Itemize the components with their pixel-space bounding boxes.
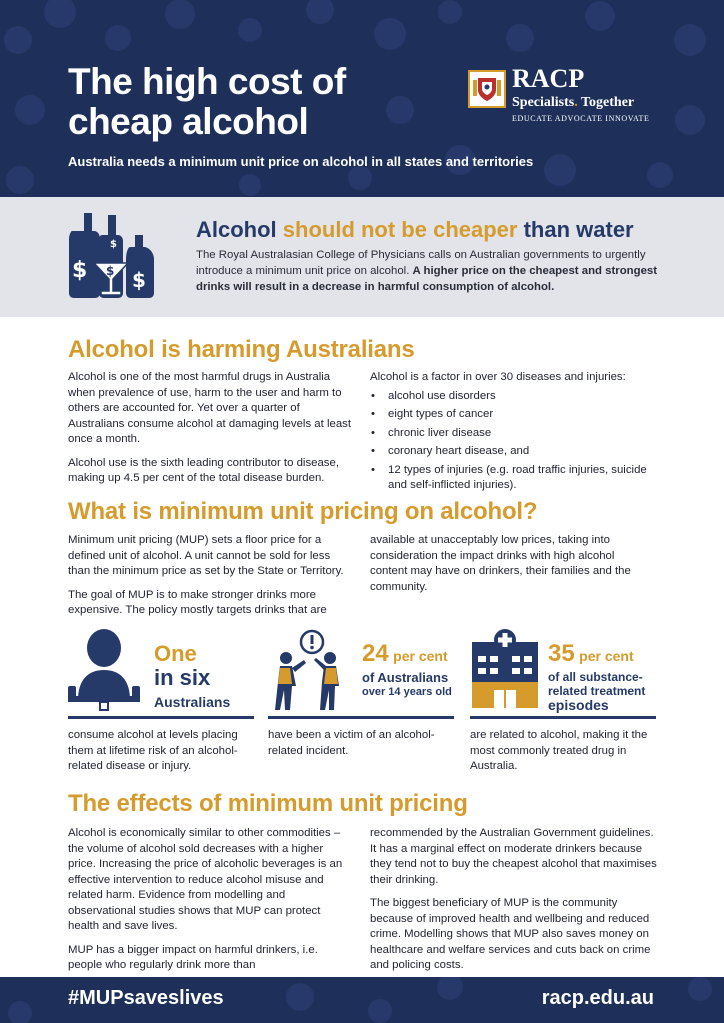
paragraph: MUP has a bigger impact on harmful drinkers, i.e. people who regularly drink more than: [68, 943, 318, 971]
stat-description: have been a victim of an alcohol-related incident.: [268, 729, 435, 757]
stat-sub-text: of all substance- related treatment episodes: [548, 670, 646, 713]
effects-right-column: [370, 826, 662, 982]
paragraph: The biggest beneficiary of MUP is the community because of improved health and wellbeing and reduced crime. Modelling shows that MUP also saves money on healthcare and welfare services and cuts back on crime and policing costs.: [370, 897, 651, 971]
stat-big-text: 24 per cent: [362, 640, 448, 667]
stat-one-in-six: [68, 628, 254, 776]
banner-text: The Royal Australasian College of Physicians calls on Australian governments to urgently introduce a minimum unit price on alcohol. A higher price on the cheapest and strongest drinks will result in a decrease in harmful consumption of alcohol.: [196, 249, 658, 293]
footer-url-link[interactable]: racp.edu.au: [541, 987, 654, 1009]
logo-name: RACP: [512, 64, 585, 93]
logo-motto: EDUCATE ADVOCATE INNOVATE: [512, 114, 650, 123]
racp-logo: [468, 64, 668, 128]
stat-divider: [470, 716, 656, 719]
banner-heading: Alcohol should not be cheaper than water: [196, 217, 634, 242]
svg-text:$: $: [106, 264, 115, 278]
stat-big-text: 35 per cent: [548, 640, 634, 667]
stat-35-per-cent: [470, 628, 656, 776]
section-heading-harming: Alcohol is harming Australians: [68, 336, 415, 363]
footer-hashtag: #MUPsaveslives: [68, 987, 224, 1009]
disease-list: [370, 389, 660, 494]
svg-text:$: $: [110, 239, 117, 250]
paragraph: Alcohol use is the sixth leading contributor to disease, making up 4.5 per cent of the total disease burden.: [68, 456, 340, 484]
harming-left-column: [68, 370, 352, 495]
stat-sub-text: of Australians over 14 years old: [362, 670, 452, 698]
page-title: [68, 62, 346, 142]
header: [0, 0, 724, 197]
key-message-banner: [0, 197, 724, 317]
paragraph: recommended by the Australian Government guidelines. It has a marginal effect on moderate drinkers because they tend not to buy the cheapest alcohol that maximises their drinking.: [370, 827, 657, 886]
person-at-desk-icon: [68, 628, 144, 712]
list-item: • 12 types of injuries (e.g. road traffic injuries, suicide and self-inflicted injuries).: [370, 463, 660, 494]
svg-text:$: $: [132, 268, 146, 292]
stat-description: are related to alcohol, making it the most commonly treated drug in Australia.: [470, 729, 648, 772]
list-item: • eight types of cancer: [370, 407, 660, 423]
paragraph: Alcohol is one of the most harmful drugs in Australia when prevalence of use, harm to the user and harm to others are accounted for. Yet over a quarter of Australians consume alcohol at damaging levels at least once a month.: [68, 371, 352, 445]
logo-tagline: Specialists. Together: [512, 95, 635, 110]
bottles-dollar-icon: [66, 211, 156, 299]
section-heading-effects: The effects of minimum unit pricing: [68, 790, 468, 817]
paragraph: The goal of MUP is to make stronger drinks more expensive. The policy mostly targets drinks that are: [68, 588, 327, 616]
paragraph: Alcohol is economically similar to other commodities – the volume of alcohol sold decreases with a higher price. Increasing the price of alcoholic beverages is an effective intervention to reduce alcohol misuse and related harm. Evidence from modelling and observational studies shows that MUP can protect health and save lives.: [68, 827, 343, 932]
list-item: • alcohol use disorders: [370, 389, 660, 405]
stat-24-per-cent: [268, 628, 454, 776]
mup-right-column: [370, 533, 650, 603]
crest-icon: [468, 70, 506, 108]
list-intro: Alcohol is a factor in over 30 diseases and injuries:: [370, 371, 626, 383]
mup-left-column: [68, 533, 352, 627]
stat-description: consume alcohol at levels placing them at lifetime risk of an alcohol-related disease or injury.: [68, 729, 238, 772]
effects-left-column: [68, 826, 352, 982]
paragraph: available at unacceptably low prices, taking into consideration the impact drinks with high alcohol content may have on drinkers, their families and the community.: [370, 534, 631, 593]
section-heading-mup: What is minimum unit pricing on alcohol?: [68, 498, 538, 525]
title-line-1: The high cost of: [68, 61, 346, 102]
paragraph: Minimum unit pricing (MUP) sets a floor price for a defined unit of alcohol. A unit cannot be sold for less than the minimum price as set by the State or Territory.: [68, 534, 344, 577]
people-arguing-icon: [268, 628, 354, 712]
page-subtitle: Australia needs a minimum unit price on alcohol in all states and territories: [68, 154, 534, 169]
list-item: • coronary heart disease, and: [370, 444, 660, 460]
list-item: • chronic liver disease: [370, 426, 660, 442]
stat-divider: [68, 716, 254, 719]
hospital-icon: [470, 628, 540, 712]
footer: [0, 977, 724, 1023]
stat-big-text: One in six: [154, 641, 211, 690]
stat-divider: [268, 716, 454, 719]
title-line-2: cheap alcohol: [68, 101, 309, 142]
svg-text:$: $: [72, 258, 88, 283]
stat-sub-text: Australians: [154, 694, 231, 710]
harming-right-column: [370, 370, 660, 497]
